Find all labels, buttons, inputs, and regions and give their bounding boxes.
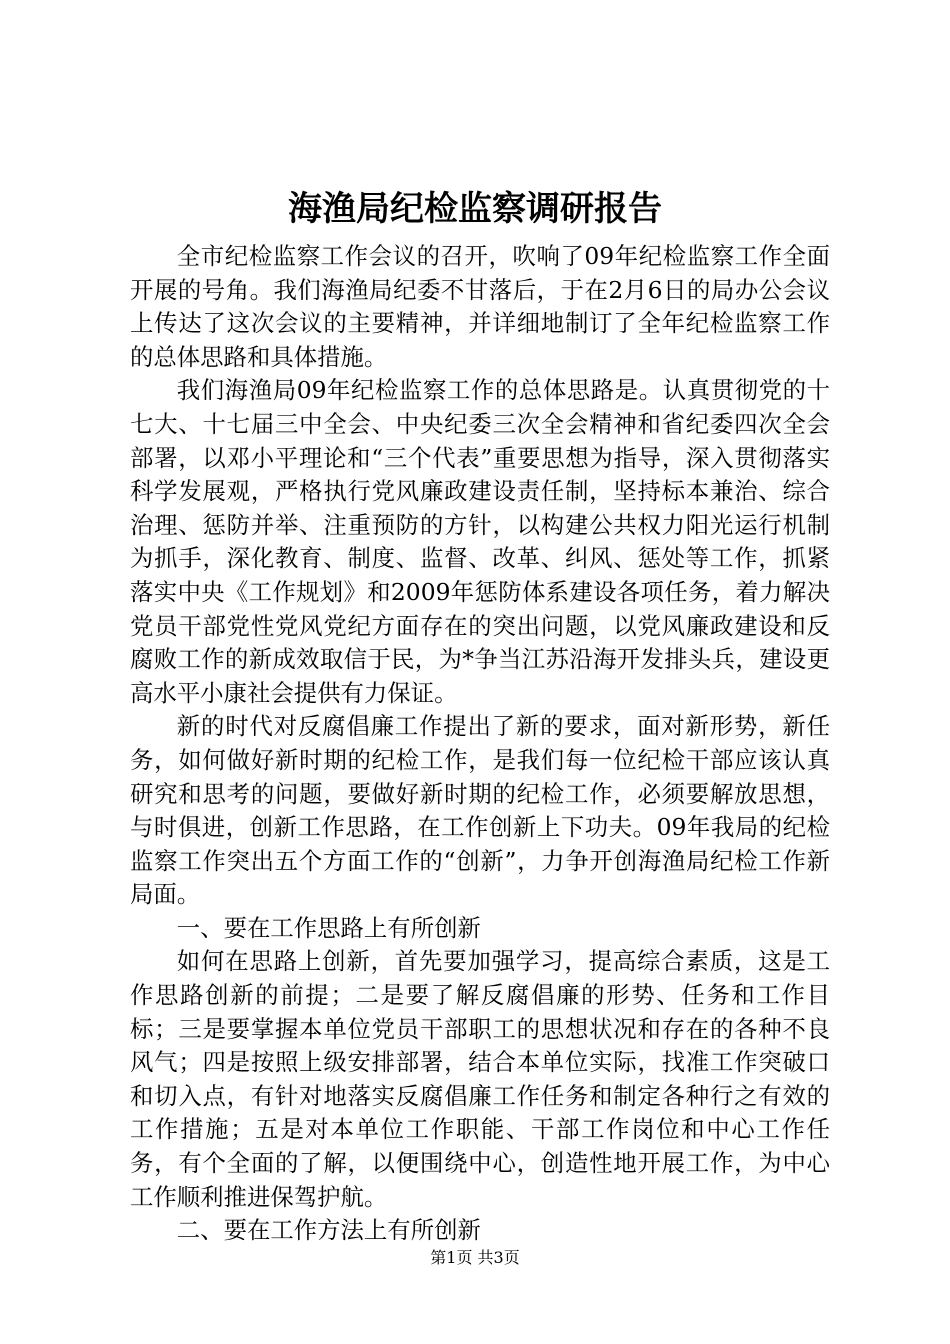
section-heading: 一、要在工作思路上有所创新: [176, 913, 481, 942]
document-title: 海渔局纪检监察调研报告: [288, 189, 662, 229]
section-heading: 二、要在工作方法上有所创新: [176, 1216, 481, 1245]
document-body: [130, 240, 830, 1248]
page-footer: 第1页 共3页: [430, 1248, 520, 1267]
paragraph: 如何在思路上创新，首先要加强学习，提高综合素质，这是工作思路创新的前提；二是要了解反腐倡廉的形势、任务和工作目标；三是要掌握本单位党员干部职工的思想状况和存在的各种不良风气；四是按照上级安排部署，结合本单位实际，找准工作突破口和切入点，有针对地落实反腐倡廉工作任务和制定各种行之有效的工作措施；五是对本单位工作职能、干部工作岗位和中心工作任务，有个全面的了解，以便围绕中心，创造性地开展工作，为中心工作顺利推进保驾护航。: [130, 947, 830, 1211]
paragraph: 新的时代对反腐倡廉工作提出了新的要求，面对新形势，新任务，如何做好新时期的纪检工作，是我们每一位纪检干部应该认真研究和思考的问题，要做好新时期的纪检工作，必须要解放思想，与时俱进，创新工作思路，在工作创新上下功夫。09年我局的纪检监察工作突出五个方面工作的“创新”，力争开创海渔局纪检工作新局面。: [130, 712, 830, 909]
paragraph: 全市纪检监察工作会议的召开，吹响了09年纪检监察工作全面开展的号角。我们海渔局纪委不甘落后，于在2月6日的局办公会议上传达了这次会议的主要精神，并详细地制订了全年纪检监察工作的总体思路和具体措施。: [130, 242, 830, 371]
paragraph: 我们海渔局09年纪检监察工作的总体思路是。认真贯彻党的十七大、十七届三中全会、中央纪委三次全会精神和省纪委四次全会部署，以邓小平理论和“三个代表”重要思想为指导，深入贯彻落实科学发展观，严格执行党风廉政建设责任制，坚持标本兼治、综合治理、惩防并举、注重预防的方针，以构建公共权力阳光运行机制为抓手，深化教育、制度、监督、改革、纠风、惩处等工作，抓紧落实中央《工作规划》和2009年惩防体系建设各项任务，着力解决党员干部党性党风党纪方面存在的突出问题，以党风廉政建设和反腐败工作的新成效取信于民，为*争当江苏沿海开发排头兵，建设更高水平小康社会提供有力保证。: [130, 376, 830, 707]
